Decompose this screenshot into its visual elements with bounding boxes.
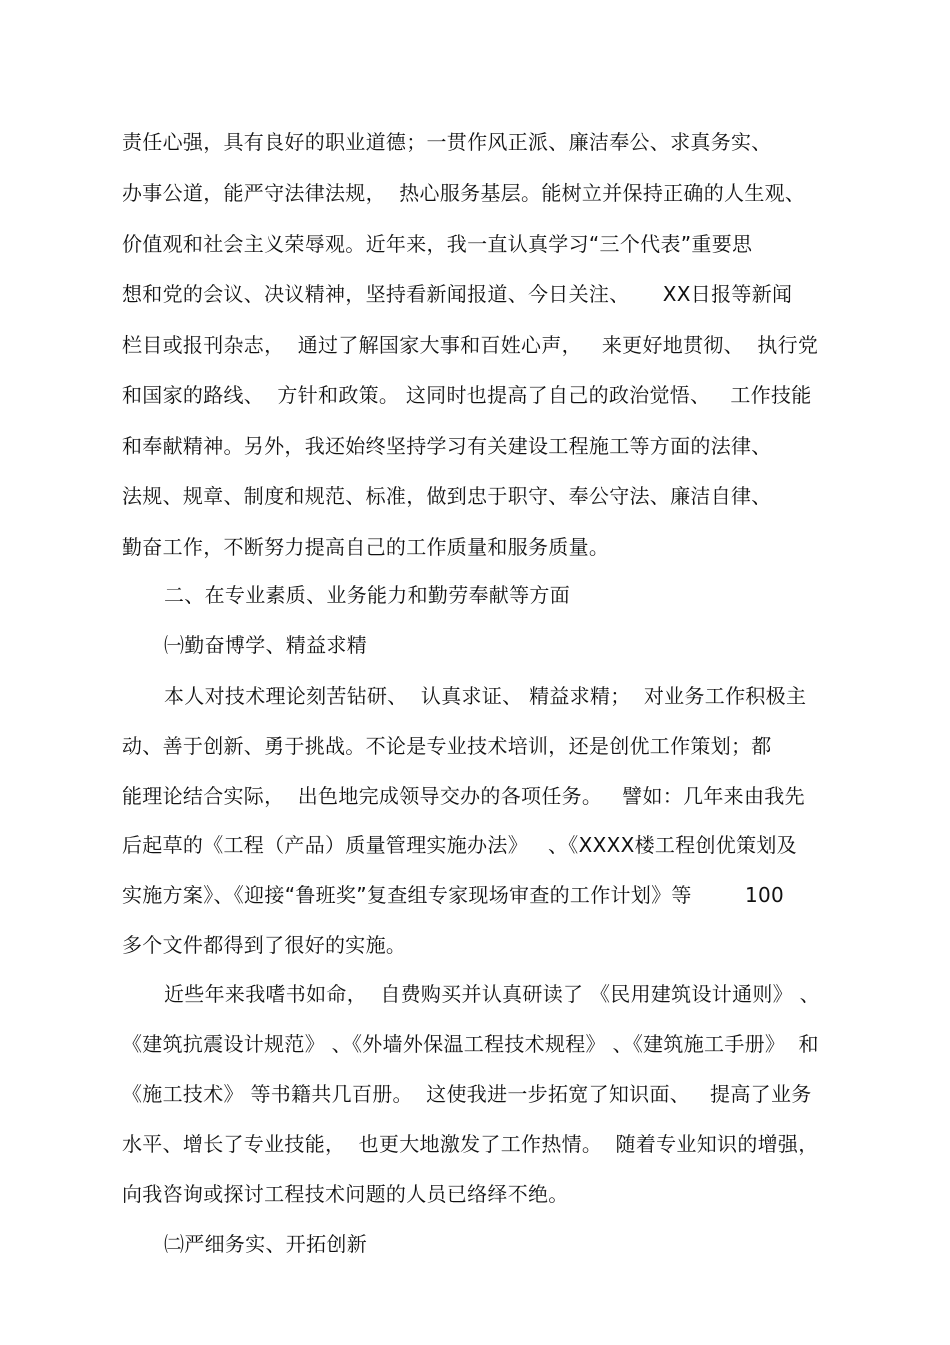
text-line: 向我咨询或探讨工程技术问题的人员已络绎不绝。 [122,1182,569,1206]
text-line: 勤奋工作，不断努力提高自己的工作质量和服务质量。 [122,535,610,559]
text-line: 能理论结合实际， 出色地完成领导交办的各项任务。 譬如：几年来由我先 [122,784,805,808]
text-line: 和国家的路线、 方针和政策。 这同时也提高了自己的政治觉悟、 工作技能 [122,383,812,407]
text-line: 和奉献精神。另外，我还始终坚持学习有关建设工程施工等方面的法律、 [122,434,772,458]
text-line: 实施方案》、《迎接“鲁班奖”复查组专家现场审查的工作计划》等 100 [122,883,785,907]
text-line: 办事公道，能严守法律法规， 热心服务基层。能树立并保持正确的人生观、 [122,181,806,205]
subsection-heading: ㈠勤奋博学、精益求精 [164,633,367,657]
text-line: 想和党的会议、决议精神，坚持看新闻报道、今日关注、 XX日报等新闻 [122,282,793,306]
subsection-heading: ㈡严细务实、开拓创新 [164,1232,367,1256]
section-heading: 二、在专业素质、业务能力和勤劳奉献等方面 [164,583,570,607]
text-line: 本人对技术理论刻苦钻研、 认真求证、 精益求精； 对业务工作积极主 [164,684,807,708]
text-line: 多个文件都得到了很好的实施。 [122,933,407,957]
text-line: 动、善于创新、勇于挑战。不论是专业技术培训，还是创优工作策划；都 [122,734,772,758]
text-line: 责任心强，具有良好的职业道德；一贯作风正派、廉洁奉公、求真务实、 [122,130,772,154]
text-line: 栏目或报刊杂志， 通过了解国家大事和百姓心声， 来更好地贯彻、 执行党 [122,333,819,357]
text-line: 后起草的《工程（产品）质量管理实施办法》 、《XXXX楼工程创优策划及 [122,833,797,857]
text-line: 《施工技术》 等书籍共几百册。 这使我进一步拓宽了知识面、 提高了业务 [122,1082,812,1106]
text-line: 法规、规章、制度和规范、标准，做到忠于职守、奉公守法、廉洁自律、 [122,484,772,508]
text-line: 《建筑抗震设计规范》 、《外墙外保温工程技术规程》 、《建筑施工手册》 和 [122,1032,819,1056]
text-line: 价值观和社会主义荣辱观。近年来，我一直认真学习“三个代表”重要思 [122,232,753,256]
text-line: 水平、增长了专业技能， 也更大地激发了工作热情。 随着专业知识的增强， [122,1132,819,1156]
text-line: 近些年来我嗜书如命， 自费购买并认真研读了 《民用建筑设计通则》 、 [164,982,820,1006]
